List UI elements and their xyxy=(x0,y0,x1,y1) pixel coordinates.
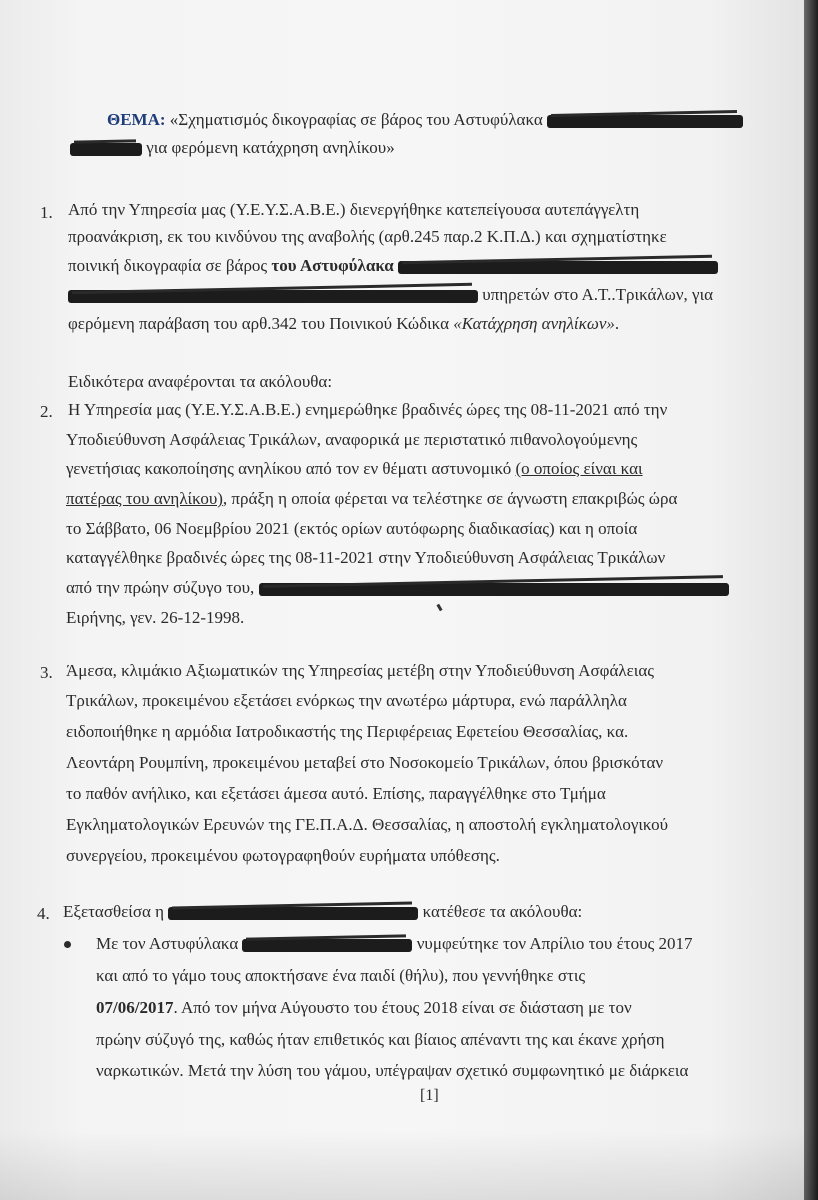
bullet-line: ναρκωτικών. Μετά την λύση του γάμου, υπέγραψαν σχετικό συμφωνητικό με διάρκεια xyxy=(96,1061,689,1080)
bullet xyxy=(64,941,71,948)
paragraph-2-line: γενετήσιας κακοποίησης ανηλίκου από τον εν θέματι αστυνομικό (ο οποίος είναι και xyxy=(66,459,643,478)
specifically-heading: Ειδικότερα αναφέρονται τα ακόλουθα: xyxy=(68,372,333,391)
subject-line-2: για φερόμενη κατάχρηση ανηλίκου» xyxy=(70,138,395,158)
paragraph-3-line: Εγκληματολογικών Ερευνών της ΓΕ.Π.Α.Δ. Θεσσαλίας, η αποστολή εγκληματολογικού xyxy=(66,815,669,834)
bullet-line: Με τον Αστυφύλακα νυμφεύτηκε τον Απρίλιο του έτους 2017 xyxy=(96,934,693,953)
paragraph-1-line: Από την Υπηρεσία μας (Υ.Ε.Υ.Σ.Α.Β.Ε.) διενεργήθηκε κατεπείγουσα αυτεπάγγελτη xyxy=(68,200,640,219)
bullet-line: και από το γάμο τους αποκτήσανε ένα παιδί (θήλυ), που γεννήθηκε στις xyxy=(96,966,586,985)
bullet-line: 07/06/2017. Από τον μήνα Αύγουστο του έτους 2018 είναι σε διάσταση με τον xyxy=(96,998,632,1017)
paragraph-3-line: ειδοποιήθηκε η αρμόδια Ιατροδικαστής της Περιφέρειας Εφετείου Θεσσαλίας, κα. xyxy=(66,722,629,741)
redaction xyxy=(70,143,142,156)
paragraph-2-line: Υποδιεύθυνση Ασφάλειας Τρικάλων, αναφορικά με περιστατικό πιθανολογούμενης xyxy=(66,430,638,449)
subject-label: ΘΕΜΑ: xyxy=(107,110,166,129)
paragraph-number: 4. xyxy=(37,904,50,923)
paragraph-3-line: συνεργείου, προκειμένου φωτογραφηθούν ευρήματα υπόθεσης. xyxy=(66,846,500,865)
ink-mark xyxy=(436,604,442,612)
subject-line-1: ΘΕΜΑ: «Σχηματισμός δικογραφίας σε βάρος του Αστυφύλακα xyxy=(107,110,743,130)
paragraph-3-line: το παθόν ανήλικο, και εξετάσει άμεσα αυτό. Επίσης, παραγγέλθηκε στο Τμήμα xyxy=(66,784,606,803)
paragraph-1-line: φερόμενη παράβαση του αρθ.342 του Ποινικού Κώδικα «Κατάχρηση ανηλίκων». xyxy=(68,314,620,333)
paragraph-number: 2. xyxy=(40,402,53,421)
paragraph-2-line: Ειρήνης, γεν. 26-12-1998. xyxy=(66,608,245,627)
redaction xyxy=(68,290,478,303)
redaction xyxy=(242,939,412,952)
redaction xyxy=(259,583,729,596)
paragraph-3-line: Τρικάλων, προκειμένου εξετάσει ενόρκως την ανωτέρω μάρτυρα, ενώ παράλληλα xyxy=(66,691,627,710)
paragraph-2-line: πατέρας του ανηλίκου), πράξη η οποία φέρεται να τελέστηκε σε άγνωστη επακριβώς ώρα xyxy=(66,489,678,508)
redaction xyxy=(547,115,743,128)
paragraph-3-line: Λεοντάρη Ρουμπίνη, προκειμένου μεταβεί στο Νοσοκομείο Τρικάλων, όπου βρισκόταν xyxy=(66,753,664,772)
paragraph-2-line: από την πρώην σύζυγο του, xyxy=(66,578,729,598)
paragraph-2-line: καταγγέλθηκε βραδινές ώρες της 08-11-2021 στην Υποδιεύθυνση Ασφάλειας Τρικάλων xyxy=(66,548,666,567)
paragraph-number: 1. xyxy=(40,203,53,222)
redaction xyxy=(398,261,718,274)
page-edge-shadow xyxy=(804,0,818,1200)
paragraph-2-line: Η Υπηρεσία μας (Υ.Ε.Υ.Σ.Α.Β.Ε.) ενημερώθηκε βραδινές ώρες της 08-11-2021 από την xyxy=(68,400,668,419)
paragraph-4-line: Εξετασθείσα η κατέθεσε τα ακόλουθα: xyxy=(63,902,583,921)
paragraph-1-line: ποινική δικογραφία σε βάρος του Αστυφύλακα xyxy=(68,256,718,276)
paragraph-number: 3. xyxy=(40,663,53,682)
paragraph-2-line: το Σάββατο, 06 Νοεμβρίου 2021 (εκτός ορίων αυτόφωρης διαδικασίας) και η οποία xyxy=(66,519,638,538)
paragraph-1-line: υπηρετών στο Α.Τ..Τρικάλων, για xyxy=(68,285,713,305)
page-number: [1] xyxy=(420,1087,439,1104)
paragraph-1-line: προανάκριση, εκ του κινδύνου της αναβολής (αρθ.245 παρ.2 Κ.Π.Δ.) και σχηματίστηκε xyxy=(68,227,667,246)
paragraph-3-line: Άμεσα, κλιμάκιο Αξιωματικών της Υπηρεσίας μετέβη στην Υποδιεύθυνση Ασφάλειας xyxy=(66,661,654,680)
redaction xyxy=(168,907,418,920)
bullet-line: πρώην σύζυγό της, καθώς ήταν επιθετικός και βίαιος απέναντι της και έκανε χρήση xyxy=(96,1030,665,1049)
